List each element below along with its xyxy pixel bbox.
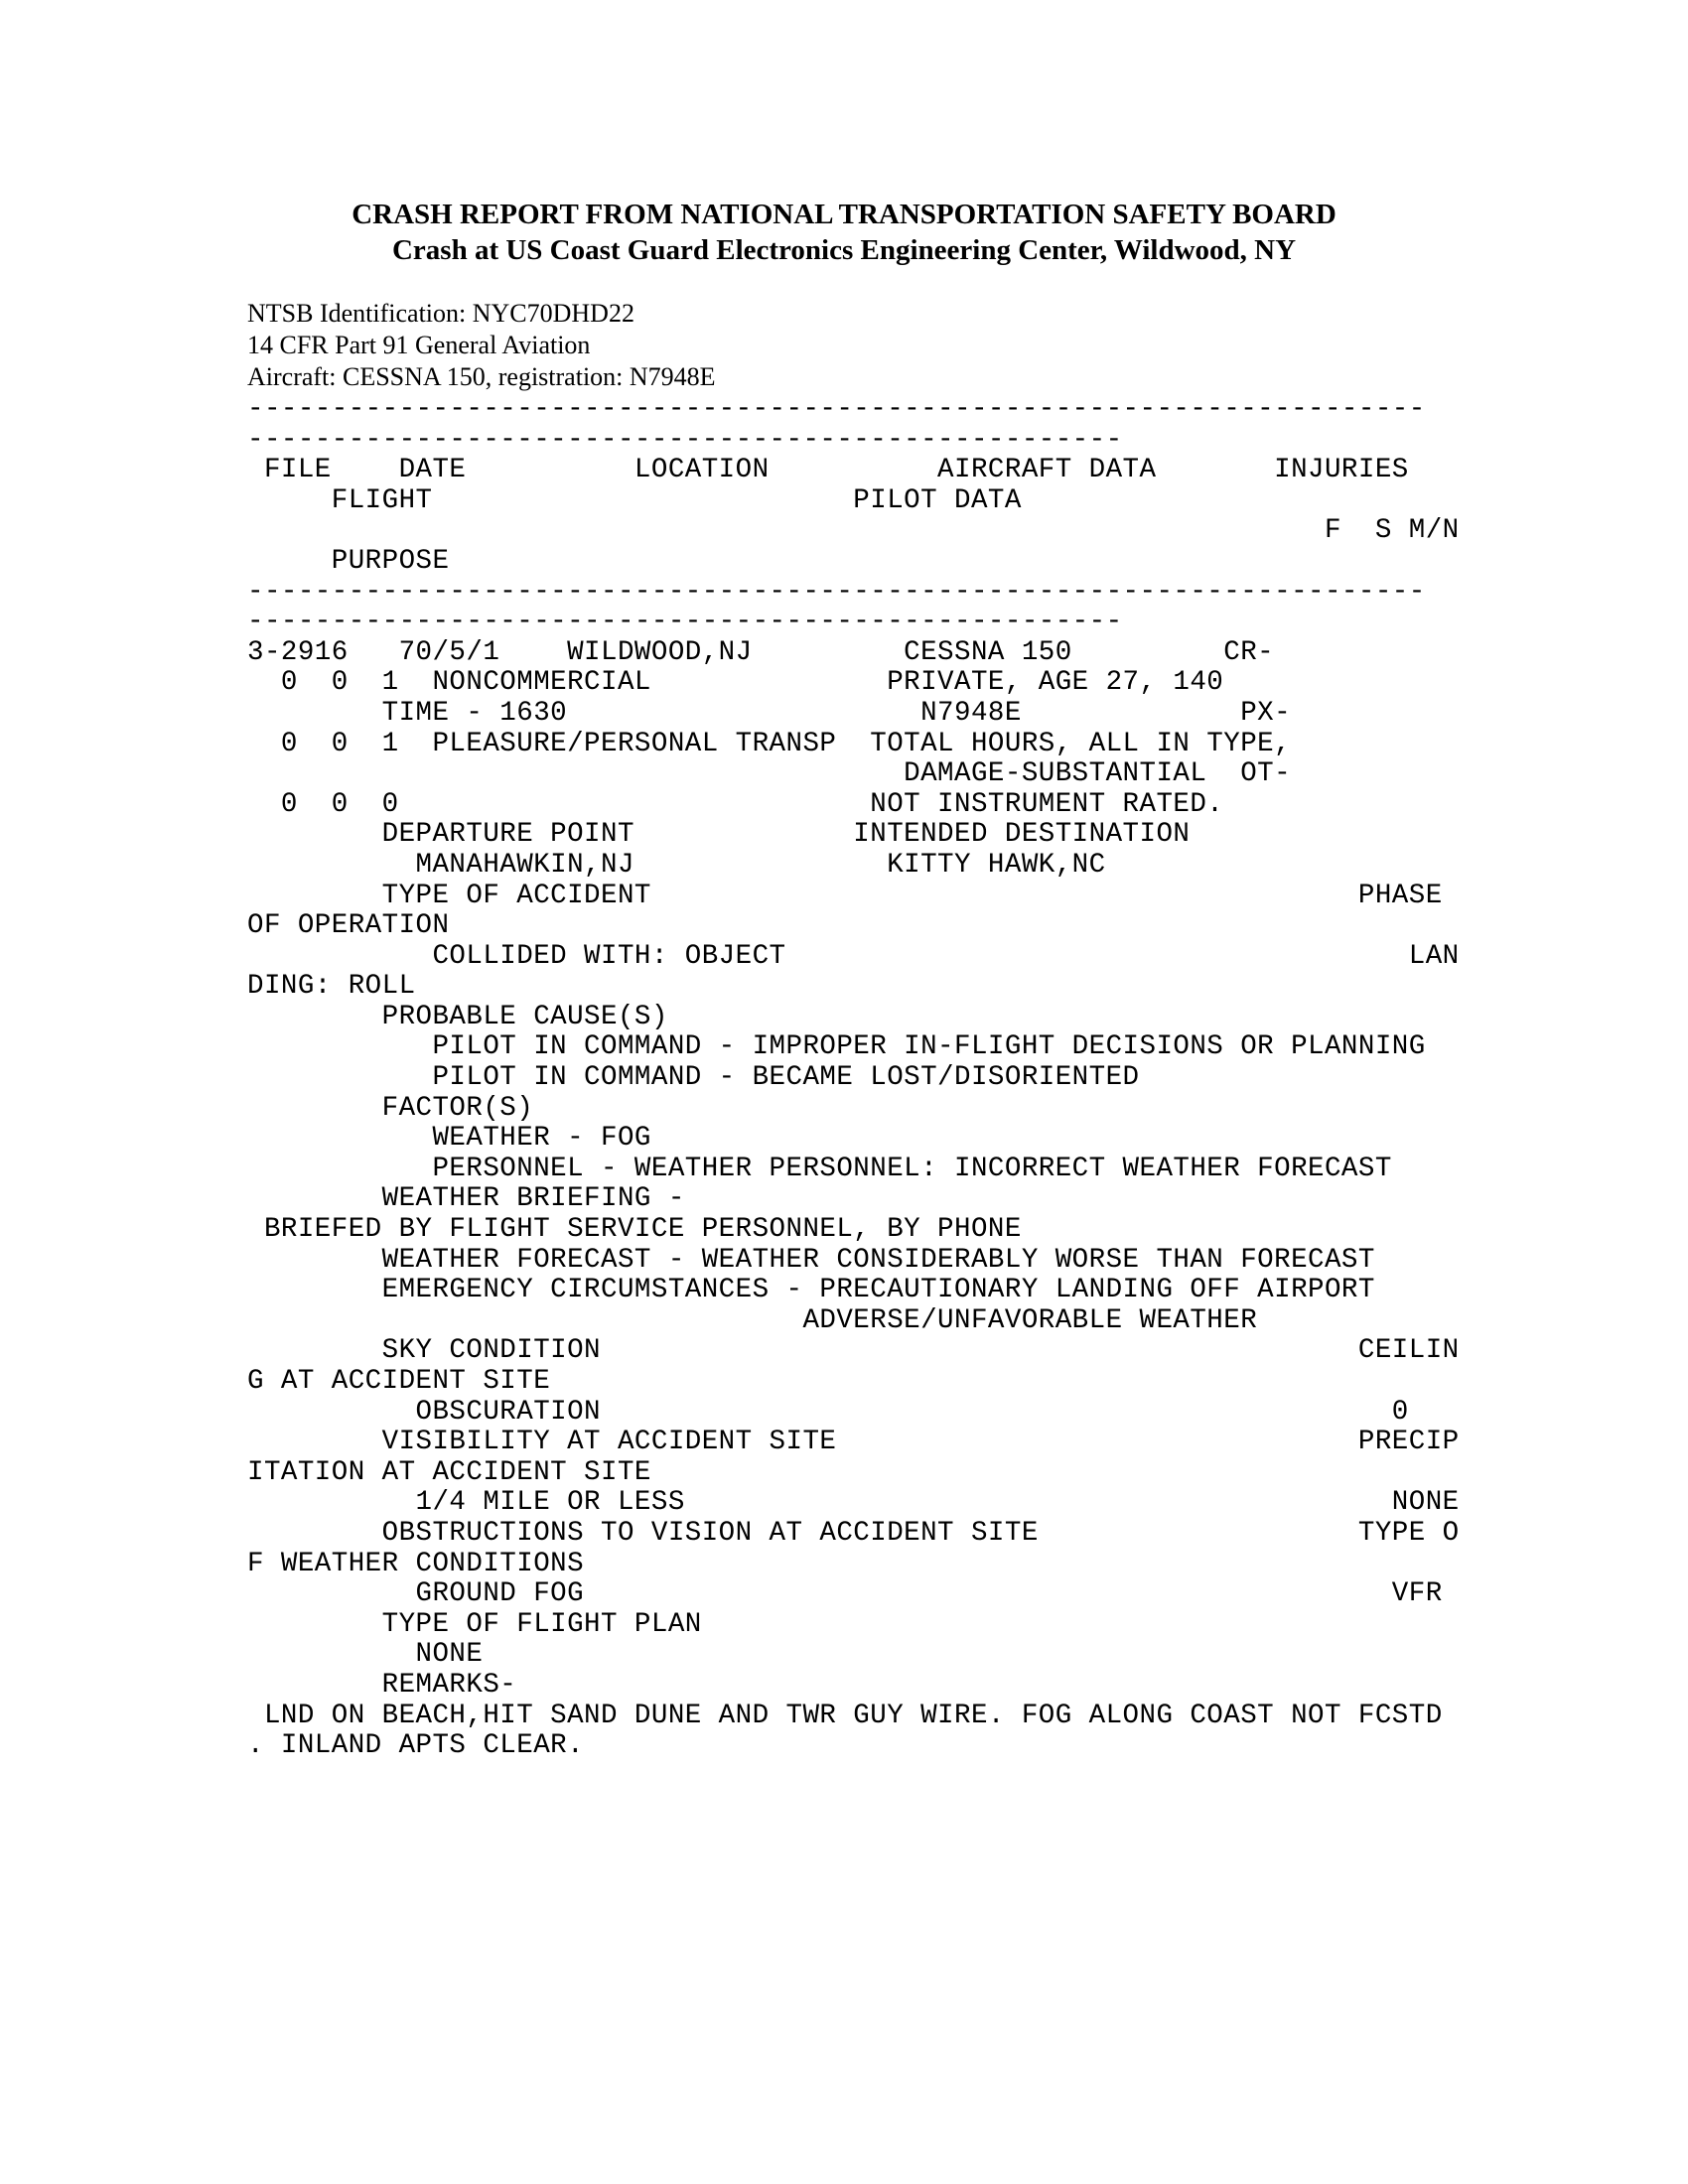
ntsb-identification: NTSB Identification: NYC70DHD22 [247, 299, 634, 328]
report-line: 0 0 1 NONCOMMERCIAL PRIVATE, AGE 27, 140 [247, 667, 1224, 699]
report-line: TYPE OF FLIGHT PLAN [247, 1608, 702, 1640]
aircraft-registration: Aircraft: CESSNA 150, registration: N7948E [247, 362, 716, 391]
report-header [247, 298, 716, 393]
report-line: OBSCURATION 0 [247, 1396, 1409, 1428]
report-line: ---------------------------------------------------- [247, 607, 1123, 638]
report-line: G AT ACCIDENT SITE [247, 1366, 551, 1397]
report-line: PERSONNEL - WEATHER PERSONNEL: INCORRECT WEATHER FORECAST [247, 1153, 1392, 1184]
report-line: FLIGHT PILOT DATA [247, 484, 1022, 516]
report-line: . INLAND APTS CLEAR. [247, 1730, 585, 1762]
report-line: 3-2916 70/5/1 WILDWOOD,NJ CESSNA 150 CR- [247, 636, 1275, 668]
report-line: ---------------------------------------------------------------------- [247, 576, 1426, 608]
cfr-part: 14 CFR Part 91 General Aviation [247, 331, 591, 359]
report-line: F S M/N [247, 515, 1460, 547]
report-line: ITATION AT ACCIDENT SITE [247, 1456, 651, 1488]
report-line: FACTOR(S) [247, 1092, 534, 1124]
report-line: VISIBILITY AT ACCIDENT SITE PRECIP [247, 1427, 1460, 1458]
report-line: DAMAGE-SUBSTANTIAL OT- [247, 758, 1292, 790]
report-line: MANAHAWKIN,NJ KITTY HAWK,NC [247, 849, 1106, 881]
report-line: DING: ROLL [247, 971, 416, 1003]
report-line: PURPOSE [247, 545, 450, 577]
report-line: WEATHER BRIEFING - [247, 1183, 685, 1215]
report-line: TIME - 1630 N7948E PX- [247, 697, 1292, 729]
report-line: OBSTRUCTIONS TO VISION AT ACCIDENT SITE TYPE O [247, 1517, 1460, 1549]
report-line: 0 0 1 PLEASURE/PERSONAL TRANSP TOTAL HOURS, ALL IN TYPE, [247, 728, 1292, 759]
report-line: PROBABLE CAUSE(S) [247, 1001, 668, 1032]
report-line: TYPE OF ACCIDENT PHASE [247, 880, 1443, 911]
report-line: REMARKS- [247, 1669, 517, 1701]
report-line: 0 0 0 NOT INSTRUMENT RATED. [247, 788, 1224, 820]
report-line: OF OPERATION [247, 910, 450, 942]
report-line: LND ON BEACH,HIT SAND DUNE AND TWR GUY WIRE. FOG ALONG COAST NOT FCSTD [247, 1700, 1443, 1731]
report-line: 1/4 MILE OR LESS NONE [247, 1487, 1460, 1519]
report-line: WEATHER FORECAST - WEATHER CONSIDERABLY WORSE THAN FORECAST [247, 1244, 1375, 1276]
report-line: ---------------------------------------------------------------------- [247, 394, 1426, 425]
report-line: FILE DATE LOCATION AIRCRAFT DATA INJURIES [247, 455, 1409, 486]
report-line: EMERGENCY CIRCUMSTANCES - PRECAUTIONARY LANDING OFF AIRPORT [247, 1275, 1375, 1306]
report-line: NONE [247, 1639, 484, 1671]
report-title: CRASH REPORT FROM NATIONAL TRANSPORTATION SAFETY BOARD [352, 199, 1336, 230]
report-line: SKY CONDITION CEILIN [247, 1335, 1460, 1367]
report-line: PILOT IN COMMAND - BECAME LOST/DISORIENTED [247, 1062, 1140, 1094]
report-line: DEPARTURE POINT INTENDED DESTINATION [247, 819, 1191, 851]
report-line: BRIEFED BY FLIGHT SERVICE PERSONNEL, BY PHONE [247, 1214, 1022, 1246]
report-line: PILOT IN COMMAND - IMPROPER IN-FLIGHT DECISIONS OR PLANNING [247, 1031, 1426, 1063]
report-line: COLLIDED WITH: OBJECT LAN [247, 940, 1460, 972]
report-line: WEATHER - FOG [247, 1123, 651, 1155]
report-line: GROUND FOG VFR [247, 1578, 1443, 1610]
report-body [247, 395, 1488, 1762]
report-line: ADVERSE/UNFAVORABLE WEATHER [247, 1304, 1258, 1336]
report-line: F WEATHER CONDITIONS [247, 1548, 585, 1579]
report-subtitle: Crash at US Coast Guard Electronics Engineering Center, Wildwood, NY [391, 234, 1297, 266]
report-line: ---------------------------------------------------- [247, 424, 1123, 456]
